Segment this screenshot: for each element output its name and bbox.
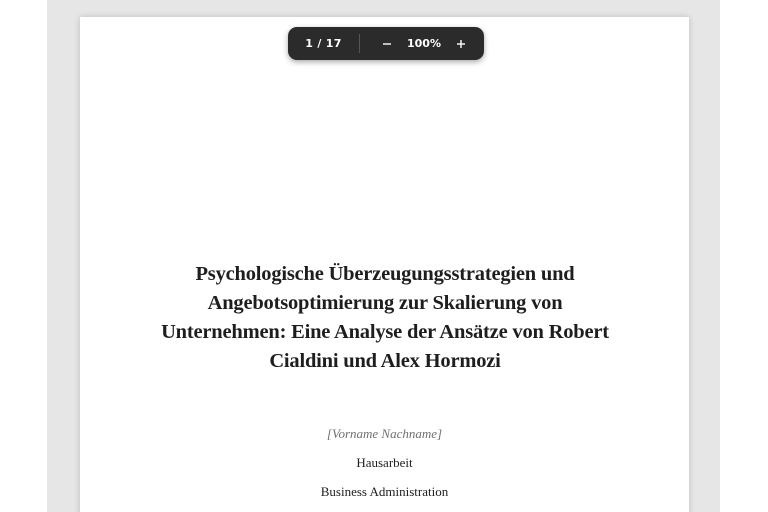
author-placeholder: [Vorname Nachname] bbox=[326, 426, 443, 441]
minus-icon bbox=[382, 39, 392, 49]
pdf-page bbox=[80, 17, 689, 512]
zoom-level[interactable]: 100% bbox=[407, 37, 441, 50]
pdf-viewer[interactable] bbox=[47, 0, 720, 512]
study-program: Business Administration bbox=[320, 484, 449, 499]
plus-icon bbox=[456, 39, 466, 49]
document-type: Hausarbeit bbox=[356, 455, 413, 470]
page-indicator: 1 / 17 bbox=[305, 37, 342, 50]
zoom-in-button[interactable] bbox=[450, 33, 472, 55]
zoom-controls bbox=[360, 33, 484, 55]
zoom-out-button[interactable] bbox=[376, 33, 398, 55]
document-title: Psychologische Überzeugungsstrategien und Angebotsoptimierung zur Skalierung von Unternehmen: Eine Analyse der Ansätze von Robert Cialdini und Alex Hormozi bbox=[161, 263, 609, 372]
pdf-toolbar bbox=[288, 27, 484, 60]
